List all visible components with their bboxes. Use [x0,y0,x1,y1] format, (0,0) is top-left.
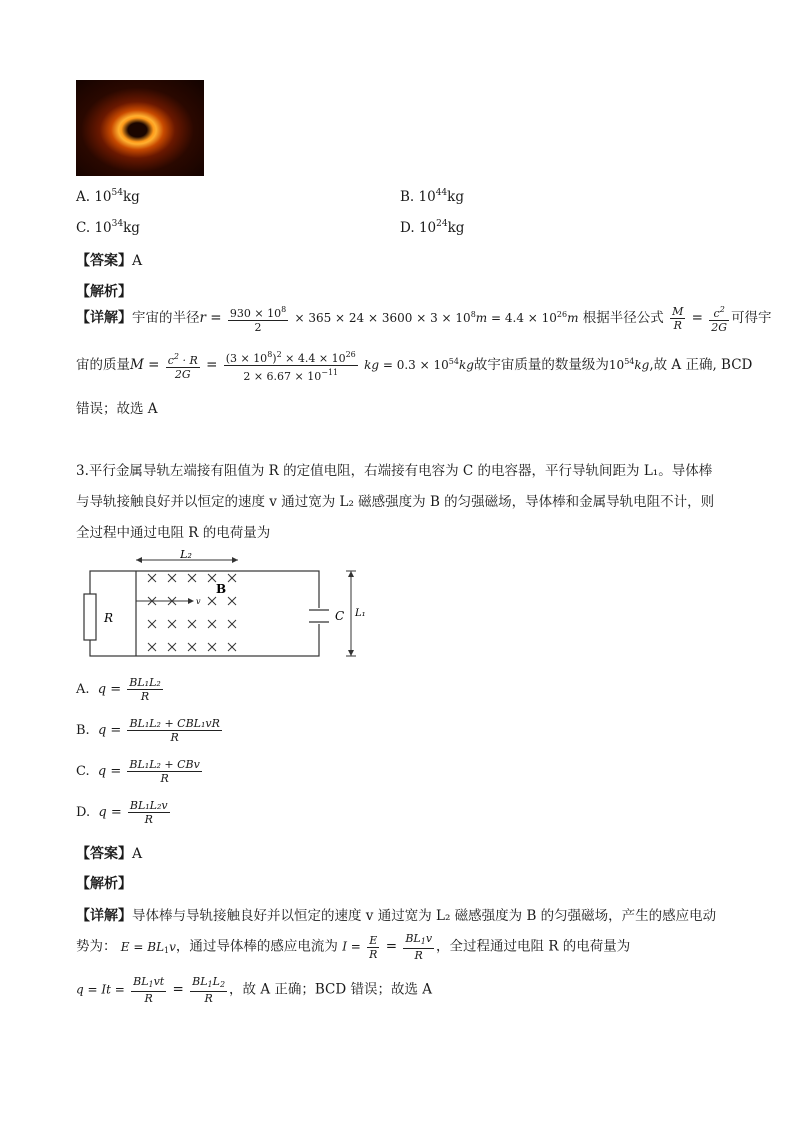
label-l1: L₁ [355,608,366,619]
q3-stem-line3: 全过程中通过电阻 R 的电荷量为 [76,525,271,541]
label-c: C [335,609,345,623]
rail-frame [90,571,319,656]
circuit-diagram [80,548,380,663]
black-hole-image [76,80,204,176]
q3-stem-line2: 与导轨接触良好并以恒定的速度 v 通过宽为 L₂ 磁感强度为 B 的匀强磁场，导体棒和金属导轨电阻不计，则 [76,494,715,510]
q3-analysis-tag: 【解析】 [76,876,132,892]
q3-detail-line1: 【详解】导体棒与导轨接触良好并以恒定的速度 v 通过宽为 L₂ 磁感强度为 B 的匀强磁场，产生的感应电动 [76,908,717,924]
q2-analysis-tag: 【解析】 [76,284,132,300]
q2-detail-line1: 【详解】宇宙的半径r = $\frac{930 \times 10^8}{2}$ × $365 \times 24 \times 3600 \times 3 \times 10^8m = 4.4 \times 10^{26}m$ 根据半径公式 $\frac{M}{R}$ = $\frac{c^2}{2G}$ 可得宇 [76,305,772,334]
label-v: v [196,597,201,606]
q3-stem-line1: 3.平行金属导轨左端接有阻值为 R 的定值电阻，右端接有电容为 C 的电容器，平行导轨间距为 L₁。导体棒 [76,463,713,479]
q3-option-d: D. q = $\frac{\text{BL₁L₂v}}{R}$ [76,799,168,826]
resistor [84,594,96,640]
label-l2: L₂ [180,548,192,561]
q2-option-b: B. $10^{44}kg$ [400,188,464,205]
q2-detail-line2: 宙的质量M = $\frac{c^2 \cdot R}{2G}$ = $\frac{(3 \times 10^8)^2 \times 4.4 \times 10^{26}}{2 \times 6.67 \times 10^{-11}}$ kg = $0.3 \times 10^{54}kg$故宇宙质量的数量级为$10^{54}kg$,故 A 正确, BCD [76,350,753,383]
q2-detail-line3: 错误；故选 A [76,401,158,417]
label-r: R [104,611,114,625]
q3-option-c: C. q = $\frac{\text{BL₁L₂ + CBv}}{R}$ [76,758,200,785]
q3-option-a: A. q = $\frac{\text{BL₁L₂}}{R}$ [76,676,161,703]
q3-option-b: B. q = $\frac{\text{BL₁L₂ + CBL₁vR}}{R}$ [76,717,220,744]
q3-detail-line3: q = It = $\frac{BL_1vt}{R}$ = $\frac{BL_1L_2}{R}$ ，故 A 正确；BCD 错误；故选 A [76,975,433,1005]
q2-option-a: A. $10^{54}kg$ [76,188,140,205]
q2-option-c: C. $10^{34}kg$ [76,219,140,236]
label-b: B [216,582,227,596]
q3-answer: 【答案】A [76,846,143,862]
q3-detail-line2: 势为： $E = BL_1v$，通过导体棒的感应电流为 I = $\frac{E}{R}$ = $\frac{BL_1v}{R}$ ，全过程通过电阻 R 的电荷量为 [76,932,631,962]
q2-answer: 【答案】A [76,253,143,269]
q2-option-d: D. $10^{24}kg$ [400,219,465,236]
